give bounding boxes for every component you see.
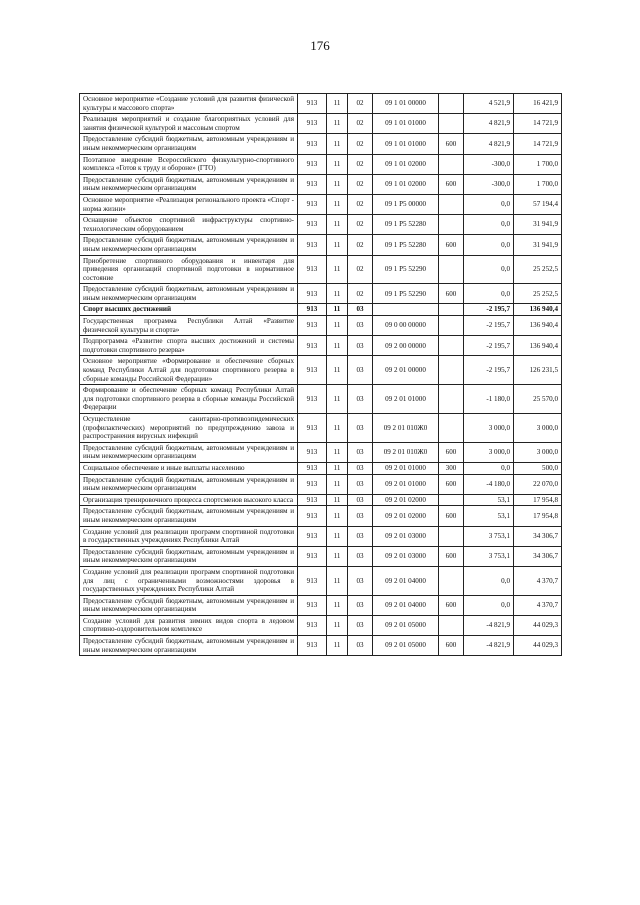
amount-total: 17 954,8 — [514, 494, 562, 506]
amount-total: 1 700,0 — [514, 174, 562, 194]
section-code: 11 — [327, 174, 348, 194]
row-name: Создание условий для развития зимних видов спорта в ледовом спортивно-оздоровительном комплексе — [80, 615, 298, 635]
subsection-code: 03 — [348, 566, 373, 595]
table-row — [80, 114, 562, 134]
amount-total: 22 070,0 — [514, 474, 562, 494]
subsection-code: 02 — [348, 114, 373, 134]
target-article-code: 09 2 01 05000 — [373, 636, 439, 656]
row-name: Оснащение объектов спортивной инфраструктуры спортивно-технологическим оборудованием — [80, 215, 298, 235]
section-code: 11 — [327, 385, 348, 414]
ministry-code: 913 — [298, 94, 327, 114]
table-row — [80, 194, 562, 214]
section-code: 11 — [327, 194, 348, 214]
target-article-code: 09 2 01 03000 — [373, 526, 439, 546]
amount-change: 0,0 — [464, 284, 514, 304]
table-row — [80, 316, 562, 336]
section-code: 11 — [327, 134, 348, 154]
expense-type-code — [439, 336, 464, 356]
section-code: 11 — [327, 255, 348, 284]
amount-change: -2 195,7 — [464, 336, 514, 356]
ministry-code: 913 — [298, 304, 327, 316]
page-number: 176 — [310, 38, 330, 53]
section-code: 11 — [327, 154, 348, 174]
subsection-code: 02 — [348, 134, 373, 154]
expense-type-code: 600 — [439, 174, 464, 194]
expense-type-code — [439, 215, 464, 235]
section-code: 11 — [327, 235, 348, 255]
target-article-code: 09 1 01 02000 — [373, 154, 439, 174]
table-row — [80, 385, 562, 414]
amount-total: 25 570,0 — [514, 385, 562, 414]
ministry-code: 913 — [298, 215, 327, 235]
subsection-code: 03 — [348, 442, 373, 462]
ministry-code: 913 — [298, 462, 327, 474]
target-article-code: 09 2 01 04000 — [373, 595, 439, 615]
subsection-code: 02 — [348, 284, 373, 304]
expense-type-code — [439, 316, 464, 336]
row-name: Осуществление санитарно-противоэпидемических (профилактических) мероприятий по предупреждению завоза и распространения вирусных инфекций — [80, 414, 298, 443]
table-row — [80, 356, 562, 385]
row-name: Организация тренировочного процесса спортсменов высокого класса — [80, 494, 298, 506]
row-name: Предоставление субсидий бюджетным, автономным учреждениям и иным некоммерческим организациям — [80, 235, 298, 255]
target-article-code — [373, 304, 439, 316]
ministry-code: 913 — [298, 494, 327, 506]
subsection-code: 03 — [348, 474, 373, 494]
row-name: Предоставление субсидий бюджетным, автономным учреждениям и иным некоммерческим организациям — [80, 506, 298, 526]
amount-change: 3 753,1 — [464, 546, 514, 566]
table-row — [80, 474, 562, 494]
expense-type-code — [439, 494, 464, 506]
table-row — [80, 615, 562, 635]
target-article-code: 09 1 01 02000 — [373, 174, 439, 194]
expense-type-code: 600 — [439, 442, 464, 462]
amount-total: 136 940,4 — [514, 316, 562, 336]
section-code: 11 — [327, 414, 348, 443]
amount-change: 3 000,0 — [464, 414, 514, 443]
expense-type-code — [439, 414, 464, 443]
amount-total: 136 940,4 — [514, 304, 562, 316]
table-row — [80, 595, 562, 615]
table-row — [80, 506, 562, 526]
table-row — [80, 284, 562, 304]
table-row — [80, 94, 562, 114]
expense-type-code — [439, 526, 464, 546]
amount-change: 53,1 — [464, 494, 514, 506]
subsection-code: 03 — [348, 636, 373, 656]
section-code: 11 — [327, 474, 348, 494]
subsection-code: 03 — [348, 356, 373, 385]
amount-change: 4 521,9 — [464, 94, 514, 114]
subsection-code: 02 — [348, 94, 373, 114]
section-code: 11 — [327, 526, 348, 546]
subsection-code: 03 — [348, 304, 373, 316]
amount-change: 53,1 — [464, 506, 514, 526]
amount-total: 34 306,7 — [514, 546, 562, 566]
row-name: Социальное обеспечение и иные выплаты населению — [80, 462, 298, 474]
table-row — [80, 566, 562, 595]
subsection-code: 03 — [348, 526, 373, 546]
row-name: Поэтапное внедрение Всероссийского физкультурно-спортивного комплекса «Готов к труду и обороне» (ГТО) — [80, 154, 298, 174]
amount-change: 0,0 — [464, 194, 514, 214]
subsection-code: 02 — [348, 174, 373, 194]
section-code: 11 — [327, 304, 348, 316]
expense-type-code — [439, 94, 464, 114]
amount-total: 16 421,9 — [514, 94, 562, 114]
subsection-code: 03 — [348, 546, 373, 566]
target-article-code: 09 1 01 00000 — [373, 94, 439, 114]
ministry-code: 913 — [298, 526, 327, 546]
expense-type-code — [439, 114, 464, 134]
row-name: Формирование и обеспечение сборных команд Республики Алтай для подготовки спортивного резерва в сборные команды Российской Федерации — [80, 385, 298, 414]
target-article-code: 09 1 P5 52280 — [373, 235, 439, 255]
amount-total: 25 252,5 — [514, 284, 562, 304]
amount-total: 1 700,0 — [514, 154, 562, 174]
amount-total: 44 029,3 — [514, 636, 562, 656]
ministry-code: 913 — [298, 385, 327, 414]
ministry-code: 913 — [298, 414, 327, 443]
target-article-code: 09 1 01 01000 — [373, 134, 439, 154]
expense-type-code: 600 — [439, 284, 464, 304]
amount-change: -2 195,7 — [464, 316, 514, 336]
section-code: 11 — [327, 546, 348, 566]
expense-type-code — [439, 615, 464, 635]
target-article-code: 09 2 01 01000 — [373, 462, 439, 474]
row-name: Предоставление субсидий бюджетным, автономным учреждениям и иным некоммерческим организациям — [80, 474, 298, 494]
target-article-code: 09 2 01 05000 — [373, 615, 439, 635]
subsection-code: 03 — [348, 414, 373, 443]
table-body — [80, 94, 562, 656]
expense-type-code — [439, 304, 464, 316]
amount-total: 500,0 — [514, 462, 562, 474]
expense-type-code: 600 — [439, 595, 464, 615]
amount-change: -1 180,0 — [464, 385, 514, 414]
table-row — [80, 235, 562, 255]
subsection-code: 03 — [348, 462, 373, 474]
ministry-code: 913 — [298, 546, 327, 566]
amount-total: 34 306,7 — [514, 526, 562, 546]
amount-change: 0,0 — [464, 215, 514, 235]
target-article-code: 09 2 00 00000 — [373, 336, 439, 356]
table-row — [80, 304, 562, 316]
target-article-code: 09 1 P5 52290 — [373, 255, 439, 284]
ministry-code: 913 — [298, 595, 327, 615]
row-name: Предоставление субсидий бюджетным, автономным учреждениям и иным некоммерческим организациям — [80, 636, 298, 656]
table-row — [80, 174, 562, 194]
subsection-code: 02 — [348, 154, 373, 174]
amount-total: 14 721,9 — [514, 114, 562, 134]
subsection-code: 03 — [348, 615, 373, 635]
section-code: 11 — [327, 566, 348, 595]
amount-total: 17 954,8 — [514, 506, 562, 526]
amount-change: 4 821,9 — [464, 134, 514, 154]
ministry-code: 913 — [298, 356, 327, 385]
amount-total: 3 000,0 — [514, 442, 562, 462]
table-row — [80, 414, 562, 443]
amount-change: 0,0 — [464, 255, 514, 284]
expense-type-code: 300 — [439, 462, 464, 474]
amount-total: 4 370,7 — [514, 595, 562, 615]
section-code: 11 — [327, 114, 348, 134]
expense-type-code: 600 — [439, 506, 464, 526]
ministry-code: 913 — [298, 336, 327, 356]
ministry-code: 913 — [298, 174, 327, 194]
target-article-code: 09 2 01 01000 — [373, 474, 439, 494]
amount-change: 4 821,9 — [464, 114, 514, 134]
row-name: Создание условий для реализации программ спортивной подготовки для лиц с ограниченными возможностями здоровья в государственных учреждениях Республики Алтай — [80, 566, 298, 595]
section-code: 11 — [327, 615, 348, 635]
row-name: Создание условий для реализации программ спортивной подготовки в государственных учреждениях Республики Алтай — [80, 526, 298, 546]
subsection-code: 02 — [348, 215, 373, 235]
ministry-code: 913 — [298, 134, 327, 154]
amount-total: 4 370,7 — [514, 566, 562, 595]
target-article-code: 09 2 01 02000 — [373, 494, 439, 506]
amount-change: -4 180,0 — [464, 474, 514, 494]
section-code: 11 — [327, 356, 348, 385]
ministry-code: 913 — [298, 615, 327, 635]
amount-change: 0,0 — [464, 235, 514, 255]
ministry-code: 913 — [298, 114, 327, 134]
target-article-code: 09 1 P5 00000 — [373, 194, 439, 214]
ministry-code: 913 — [298, 442, 327, 462]
amount-change: -4 821,9 — [464, 615, 514, 635]
amount-total: 136 940,4 — [514, 336, 562, 356]
ministry-code: 913 — [298, 284, 327, 304]
table-row — [80, 526, 562, 546]
row-name: Основное мероприятие «Реализация регионального проекта «Спорт - норма жизни» — [80, 194, 298, 214]
expense-type-code: 600 — [439, 546, 464, 566]
target-article-code: 09 2 01 01000 — [373, 385, 439, 414]
table-row — [80, 442, 562, 462]
table-row — [80, 255, 562, 284]
target-article-code: 09 1 01 01000 — [373, 114, 439, 134]
subsection-code: 03 — [348, 316, 373, 336]
expense-type-code — [439, 255, 464, 284]
target-article-code: 09 1 P5 52290 — [373, 284, 439, 304]
amount-total: 57 194,4 — [514, 194, 562, 214]
ministry-code: 913 — [298, 566, 327, 595]
subsection-code: 02 — [348, 255, 373, 284]
ministry-code: 913 — [298, 255, 327, 284]
ministry-code: 913 — [298, 316, 327, 336]
target-article-code: 09 2 01 010Ж0 — [373, 442, 439, 462]
amount-total: 126 231,5 — [514, 356, 562, 385]
section-code: 11 — [327, 595, 348, 615]
amount-change: -300,0 — [464, 154, 514, 174]
amount-change: -2 195,7 — [464, 304, 514, 316]
target-article-code: 09 2 01 00000 — [373, 356, 439, 385]
row-name: Предоставление субсидий бюджетным, автономным учреждениям и иным некоммерческим организациям — [80, 546, 298, 566]
expense-type-code: 600 — [439, 134, 464, 154]
ministry-code: 913 — [298, 636, 327, 656]
amount-change: 0,0 — [464, 462, 514, 474]
section-code: 11 — [327, 462, 348, 474]
subsection-code: 02 — [348, 194, 373, 214]
target-article-code: 09 2 01 04000 — [373, 566, 439, 595]
ministry-code: 913 — [298, 474, 327, 494]
row-name: Приобретение спортивного оборудования и инвентаря для приведения организаций спортивной подготовки в нормативное состояние — [80, 255, 298, 284]
table-row — [80, 494, 562, 506]
section-code: 11 — [327, 494, 348, 506]
ministry-code: 913 — [298, 194, 327, 214]
expense-type-code: 600 — [439, 235, 464, 255]
table-row — [80, 336, 562, 356]
expense-type-code: 600 — [439, 474, 464, 494]
row-name: Предоставление субсидий бюджетным, автономным учреждениям и иным некоммерческим организациям — [80, 442, 298, 462]
amount-total: 31 941,9 — [514, 215, 562, 235]
expense-type-code — [439, 566, 464, 595]
section-code: 11 — [327, 636, 348, 656]
subsection-code: 03 — [348, 494, 373, 506]
table-row — [80, 462, 562, 474]
row-name: Предоставление субсидий бюджетным, автономным учреждениям и иным некоммерческим организациям — [80, 284, 298, 304]
subsection-code: 03 — [348, 385, 373, 414]
row-name: Реализация мероприятий и создание благоприятных условий для занятия физической культурой и массовым спортом — [80, 114, 298, 134]
ministry-code: 913 — [298, 154, 327, 174]
section-code: 11 — [327, 316, 348, 336]
row-name: Спорт высших достижений — [80, 304, 298, 316]
target-article-code: 09 0 00 00000 — [373, 316, 439, 336]
target-article-code: 09 2 01 03000 — [373, 546, 439, 566]
row-name: Предоставление субсидий бюджетным, автономным учреждениям и иным некоммерческим организациям — [80, 174, 298, 194]
row-name: Основное мероприятие «Формирование и обеспечение сборных команд Республики Алтай для подготовки спортивного резерва в сборные команды Российской Федерации» — [80, 356, 298, 385]
table-row — [80, 154, 562, 174]
amount-change: -4 821,9 — [464, 636, 514, 656]
subsection-code: 03 — [348, 506, 373, 526]
row-name: Основное мероприятие «Создание условий для развития физической культуры и массового спорта» — [80, 94, 298, 114]
row-name: Предоставление субсидий бюджетным, автономным учреждениям и иным некоммерческим организациям — [80, 595, 298, 615]
amount-change: 3 753,1 — [464, 526, 514, 546]
target-article-code: 09 2 01 02000 — [373, 506, 439, 526]
subsection-code: 02 — [348, 235, 373, 255]
table-row — [80, 636, 562, 656]
amount-change: 0,0 — [464, 595, 514, 615]
subsection-code: 03 — [348, 595, 373, 615]
table-row — [80, 134, 562, 154]
section-code: 11 — [327, 506, 348, 526]
amount-change: 0,0 — [464, 566, 514, 595]
subsection-code: 03 — [348, 336, 373, 356]
expense-type-code — [439, 385, 464, 414]
row-name: Государственная программа Республики Алтай «Развитие физической культуры и спорта» — [80, 316, 298, 336]
budget-table — [79, 93, 562, 656]
section-code: 11 — [327, 94, 348, 114]
row-name: Предоставление субсидий бюджетным, автономным учреждениям и иным некоммерческим организациям — [80, 134, 298, 154]
section-code: 11 — [327, 336, 348, 356]
expense-type-code: 600 — [439, 636, 464, 656]
target-article-code: 09 2 01 010Ж0 — [373, 414, 439, 443]
section-code: 11 — [327, 284, 348, 304]
section-code: 11 — [327, 442, 348, 462]
expense-type-code — [439, 194, 464, 214]
amount-total: 31 941,9 — [514, 235, 562, 255]
amount-total: 3 000,0 — [514, 414, 562, 443]
expense-type-code — [439, 356, 464, 385]
amount-total: 14 721,9 — [514, 134, 562, 154]
section-code: 11 — [327, 215, 348, 235]
target-article-code: 09 1 P5 52280 — [373, 215, 439, 235]
row-name: Подпрограмма «Развитие спорта высших достижений и системы подготовки спортивного резерва» — [80, 336, 298, 356]
ministry-code: 913 — [298, 235, 327, 255]
table-row — [80, 215, 562, 235]
expense-type-code — [439, 154, 464, 174]
table-row — [80, 546, 562, 566]
amount-total: 25 252,5 — [514, 255, 562, 284]
amount-total: 44 029,3 — [514, 615, 562, 635]
amount-change: -300,0 — [464, 174, 514, 194]
amount-change: 3 000,0 — [464, 442, 514, 462]
ministry-code: 913 — [298, 506, 327, 526]
amount-change: -2 195,7 — [464, 356, 514, 385]
